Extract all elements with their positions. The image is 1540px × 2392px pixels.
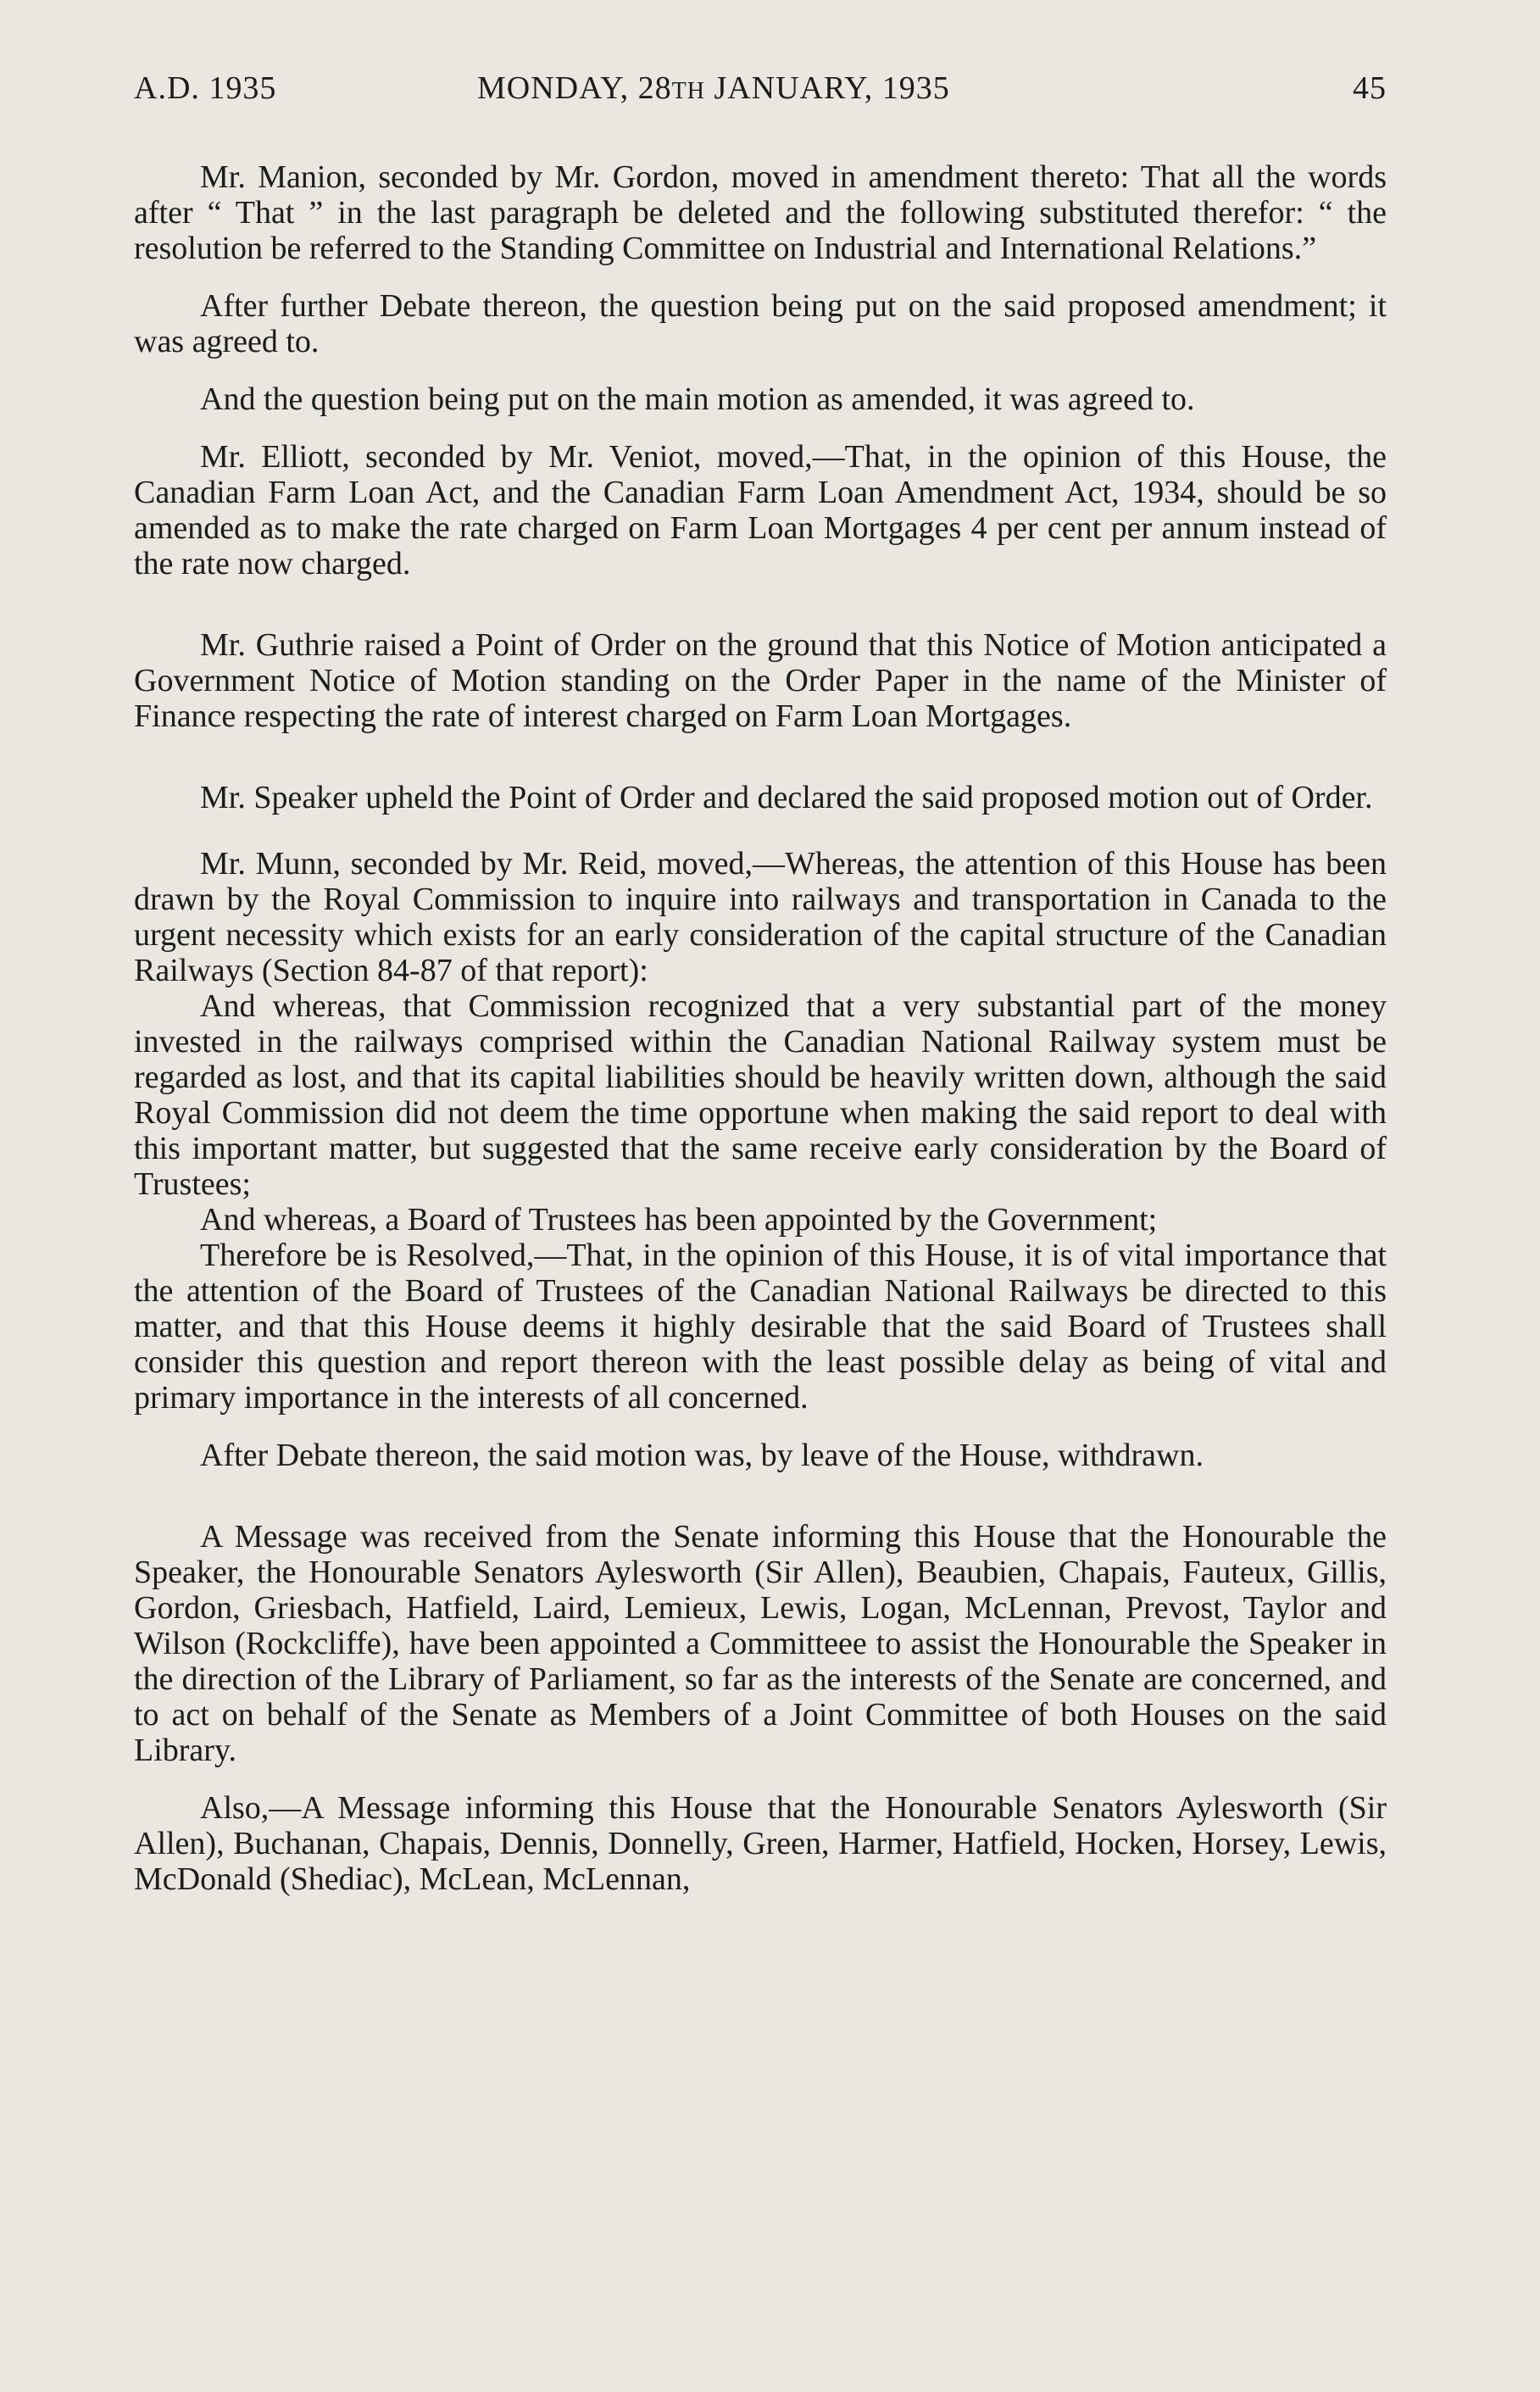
header-date-main: MONDAY, 28 xyxy=(477,70,672,106)
paragraph-munn-motion: Mr. Munn, seconded by Mr. Reid, moved,—Whereas, the attention of this House has been drawn by the Royal Commission to inquire into railways and transportation in Canada to the urgent necessity which exists for an early consideration of the capital structure of the Canadian Railways (Section 84-87 of that report): xyxy=(134,846,1387,988)
paragraph-elliott-motion: Mr. Elliott, seconded by Mr. Veniot, moved,—That, in the opinion of this House, the Canadian Farm Loan Act, and the Canadian Farm Loan Amendment Act, 1934, should be so amended as to make the rate charged on Farm Loan Mortgages 4 per cent per annum instead of the rate now charged. xyxy=(134,439,1387,581)
header-date-rest: JANUARY, 1935 xyxy=(704,70,950,106)
header-year: A.D. 1935 xyxy=(134,70,277,106)
paragraph-senate-message-library: A Message was received from the Senate informing this House that the Honourable the Speaker, the Honourable Senators Aylesworth (Sir Allen), Beaubien, Chapais, Fauteux, Gillis, Gordon, Griesbach, Hatfield, Laird, Lemieux, Lewis, Logan, McLennan, Prevost, Taylor and Wilson (Rockcliffe), have been appointed a Committeee to assist the Honourable the Speaker in the direction of the Library of Parliament, so far as the interests of the Senate are concerned, and to act on behalf of the Senate as Members of a Joint Committee of both Houses on the said Library. xyxy=(134,1519,1387,1768)
paragraph-manion-amendment: Mr. Manion, seconded by Mr. Gordon, moved in amendment thereto: That all the words after “ That ” in the last paragraph be deleted and the following substituted therefor: “ the resolution be referred to the Standing Committee on Industrial and International Relations.” xyxy=(134,159,1387,266)
paragraph-whereas-board: And whereas, a Board of Trustees has been appointed by the Government; xyxy=(200,1202,1158,1238)
header-date xyxy=(477,70,950,107)
paragraph-whereas-commission: And whereas, that Commission recognized that a very substantial part of the money invested in the railways comprised within the Canadian National Railway system must be regarded as lost, and that its capital liabilities should be heavily written down, although the said Royal Commission did not deem the time opportune when making the said report to deal with this important matter, but suggested that the same receive early consideration by the Board of Trustees; xyxy=(134,988,1387,1202)
running-header xyxy=(134,70,1387,112)
header-date-suffix: TH xyxy=(671,78,705,104)
paragraph-resolved: Therefore be is Resolved,—That, in the opinion of this House, it is of vital importance that the attention of the Board of Trustees of the Canadian National Railways be directed to this matter, and that this House deems it highly desirable that the said Board of Trustees shall consider this question and report thereon with the least possible delay as being of vital and primary importance in the interests of all concerned. xyxy=(134,1238,1387,1416)
paragraph-speaker-ruling: Mr. Speaker upheld the Point of Order and declared the said proposed motion out of Order. xyxy=(200,780,1373,815)
paragraph-senate-message-also: Also,—A Message informing this House that the Honourable Senators Aylesworth (Sir Allen), Buchanan, Chapais, Dennis, Donnelly, Green, Harmer, Hatfield, Hocken, Horsey, Lewis, McDonald (Shediac), McLean, McLennan, xyxy=(134,1790,1387,1897)
paragraph-amendment-agreed: After further Debate thereon, the question being put on the said proposed amendment; it was agreed to. xyxy=(134,288,1387,359)
paragraph-motion-withdrawn: After Debate thereon, the said motion was, by leave of the House, withdrawn. xyxy=(200,1438,1204,1473)
page-number: 45 xyxy=(1353,70,1387,106)
paragraph-guthrie-point-of-order: Mr. Guthrie raised a Point of Order on the ground that this Notice of Motion anticipated a Government Notice of Motion standing on the Order Paper in the name of the Minister of Finance respecting the rate of interest charged on Farm Loan Mortgages. xyxy=(134,627,1387,734)
paragraph-main-motion-agreed: And the question being put on the main motion as amended, it was agreed to. xyxy=(200,381,1195,417)
page-body xyxy=(134,159,1387,1897)
